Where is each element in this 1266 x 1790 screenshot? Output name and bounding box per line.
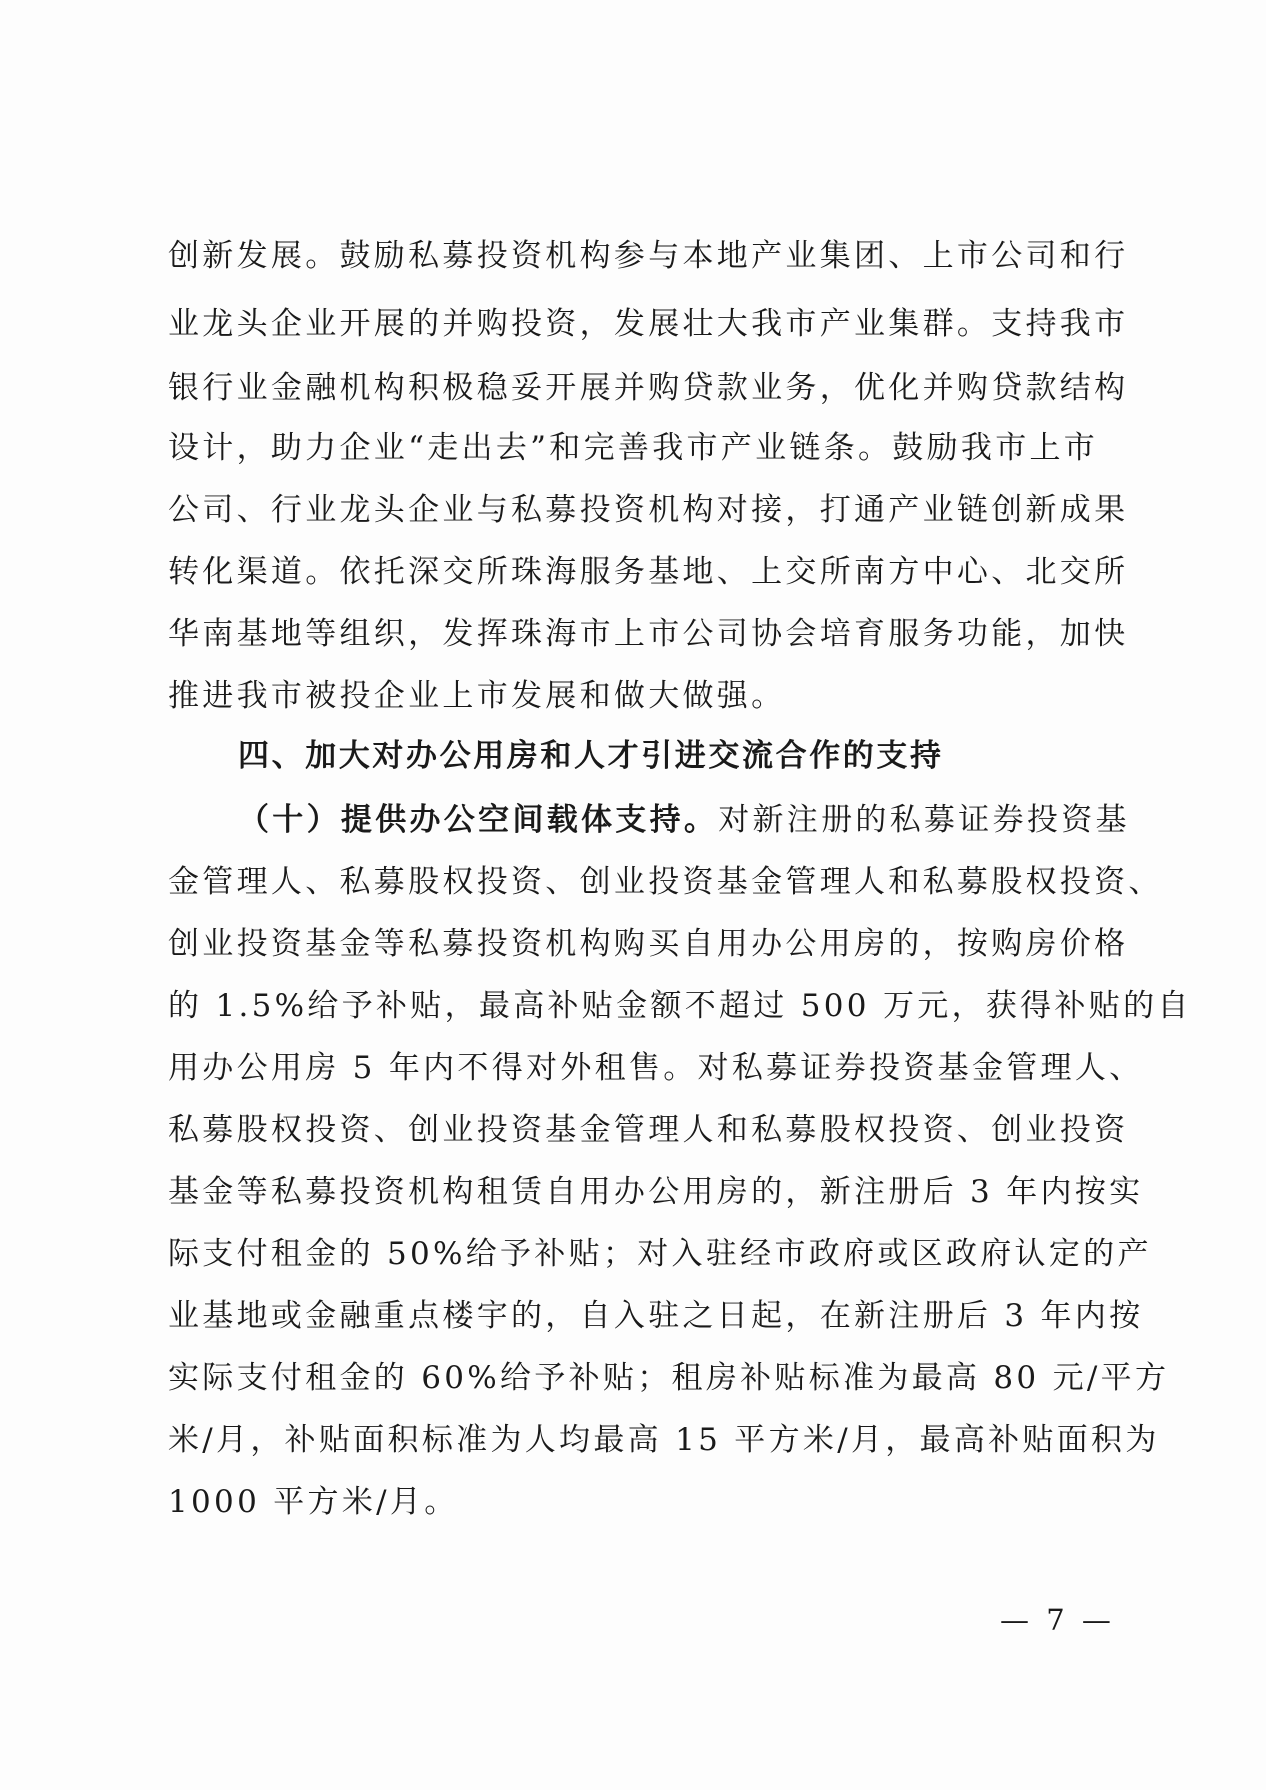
section-heading: 四、加大对办公用房和人才引进交流合作的支持 [238, 738, 944, 774]
page-number: — 7 — [1000, 1603, 1115, 1637]
body-line: 的 1.5%给予补贴，最高补贴金额不超过 500 万元，获得补贴的自 [168, 988, 1192, 1024]
body-line: 实际支付租金的 60%给予补贴；租房补贴标准为最高 80 元/平方 [168, 1360, 1170, 1396]
body-line: 用办公用房 5 年内不得对外租售。对私募证券投资基金管理人、 [168, 1050, 1144, 1086]
body-line: 1000 平方米/月。 [168, 1484, 459, 1520]
body-line: 米/月，补贴面积标准为人均最高 15 平方米/月，最高补贴面积为 [168, 1422, 1160, 1458]
body-line: 华南基地等组织，发挥珠海市上市公司协会培育服务功能，加快 [168, 616, 1129, 652]
body-line: 业龙头企业开展的并购投资，发展壮大我市产业集群。支持我市 [168, 306, 1129, 342]
body-line: 业基地或金融重点楼宇的，自入驻之日起，在新注册后 3 年内按 [168, 1298, 1144, 1334]
body-line: 基金等私募投资机构租赁自用办公用房的，新注册后 3 年内按实 [168, 1174, 1144, 1210]
paragraph-first-line-rest: 对新注册的私募证券投资基 [718, 802, 1130, 838]
paragraph-first-line [238, 800, 1130, 840]
body-line: 推进我市被投企业上市发展和做大做强。 [168, 678, 786, 714]
paragraph-lead-title: （十）提供办公空间载体支持。 [238, 802, 719, 838]
body-line: 转化渠道。依托深交所珠海服务基地、上交所南方中心、北交所 [168, 554, 1129, 590]
body-line: 创新发展。鼓励私募投资机构参与本地产业集团、上市公司和行 [168, 238, 1129, 274]
body-line: 际支付租金的 50%给予补贴；对入驻经市政府或区政府认定的产 [168, 1236, 1152, 1272]
body-line: 公司、行业龙头企业与私募投资机构对接，打通产业链创新成果 [168, 492, 1129, 528]
body-line: 私募股权投资、创业投资基金管理人和私募股权投资、创业投资 [168, 1112, 1129, 1148]
body-line: 金管理人、私募股权投资、创业投资基金管理人和私募股权投资、 [168, 864, 1163, 900]
body-line: 创业投资基金等私募投资机构购买自用办公用房的，按购房价格 [168, 926, 1129, 962]
body-line: 设计，助力企业“走出去”和完善我市产业链条。鼓励我市上市 [168, 430, 1099, 466]
body-line: 银行业金融机构积极稳妥开展并购贷款业务，优化并购贷款结构 [168, 370, 1129, 406]
